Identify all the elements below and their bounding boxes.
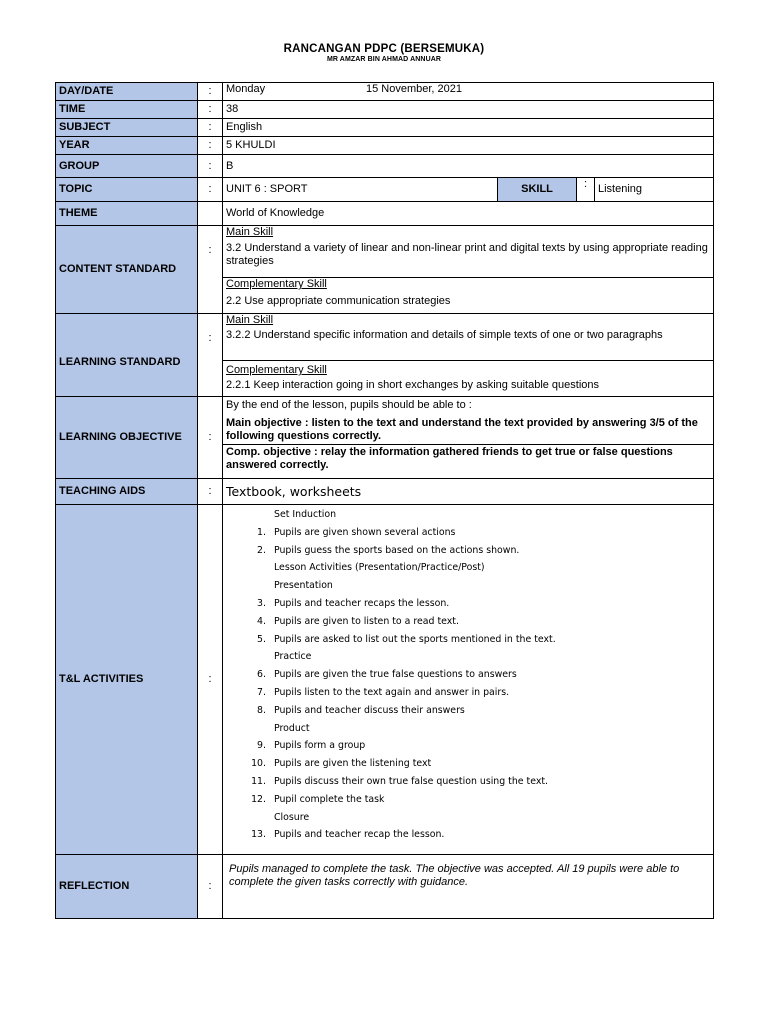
- list-item: 10. Pupils are given the listening text: [251, 758, 432, 770]
- ls-comp-text: 2.2.1 Keep interaction going in short exchanges by asking suitable questions: [226, 379, 600, 391]
- list-item: 6. Pupils are given the true false questions to answers: [257, 669, 517, 681]
- value-group: B: [223, 155, 714, 178]
- colon: :: [198, 314, 223, 397]
- row-content-standard: [56, 226, 714, 314]
- label-activities: T&L ACTIVITIES: [56, 505, 198, 855]
- list-item: 2. Pupils guess the sports based on the actions shown.: [257, 544, 520, 556]
- cs-comp-heading: Complementary Skill: [226, 278, 327, 290]
- list-heading: Set Induction: [274, 509, 337, 520]
- activities-list: [226, 506, 710, 844]
- value-subject: English: [223, 119, 714, 137]
- cs-main-text: 3.2 Understand a variety of linear and non-linear print and digital texts by using appropriate reading strategies: [226, 242, 708, 267]
- colon: :: [198, 137, 223, 155]
- row-reflection: [56, 855, 714, 919]
- row-year: [56, 137, 714, 155]
- list-item: 13. Pupils and teacher recap the lesson.: [251, 829, 445, 841]
- label-teaching-aids: TEACHING AIDS: [56, 479, 198, 505]
- value-activities: [223, 505, 714, 855]
- value-day-date: [223, 83, 714, 101]
- label-content-standard: CONTENT STANDARD: [56, 226, 198, 314]
- label-day-date: DAY/DATE: [56, 83, 198, 101]
- cs-comp-text: 2.2 Use appropriate communication strategies: [226, 295, 451, 307]
- label-learning-objective: LEARNING OBJECTIVE: [56, 397, 198, 479]
- label-group: GROUP: [56, 155, 198, 178]
- value-learning-objective: [223, 397, 714, 479]
- lo-intro: By the end of the lesson, pupils should be able to :: [226, 399, 472, 411]
- label-learning-standard: LEARNING STANDARD: [56, 314, 198, 397]
- list-heading: Product: [274, 722, 310, 734]
- list-item: 11. Pupils discuss their own true false question using the text.: [251, 775, 549, 787]
- list-item: 12. Pupil complete the task: [251, 793, 385, 805]
- value-content-standard: [223, 226, 714, 314]
- row-group: [56, 155, 714, 178]
- colon: :: [198, 155, 223, 178]
- list-item: 8. Pupils and teacher discuss their answers: [257, 704, 465, 716]
- colon: :: [198, 83, 223, 101]
- ls-main-heading: Main Skill: [226, 314, 274, 326]
- colon: :: [198, 397, 223, 479]
- colon-empty: [198, 202, 223, 226]
- list-heading: Practice: [274, 651, 312, 663]
- value-theme: World of Knowledge: [223, 202, 714, 226]
- list-heading: Presentation: [274, 580, 333, 592]
- list-item: 7. Pupils listen to the text again and answer in pairs.: [257, 686, 510, 698]
- colon: :: [577, 178, 595, 202]
- lesson-plan-table: [55, 82, 714, 919]
- list-heading: Lesson Activities (Presentation/Practice/Post): [274, 562, 485, 574]
- value-reflection: Pupils managed to complete the task. The objective was accepted. All 19 pupils were able to complete the given tasks correctly with guidance.: [223, 855, 714, 919]
- colon: :: [198, 226, 223, 314]
- label-reflection: REFLECTION: [56, 855, 198, 919]
- label-topic: TOPIC: [56, 178, 198, 202]
- ls-comp-heading: Complementary Skill: [226, 364, 327, 376]
- list-item: 1. Pupils are given shown several actions: [257, 526, 456, 538]
- cs-main-heading: Main Skill: [226, 226, 274, 238]
- value-teaching-aids: Textbook, worksheets: [223, 479, 714, 505]
- row-learning-standard: [56, 314, 714, 397]
- row-activities: [56, 505, 714, 855]
- day-value: Monday: [226, 83, 266, 95]
- colon: :: [198, 101, 223, 119]
- row-learning-objective: [56, 397, 714, 479]
- label-time: TIME: [56, 101, 198, 119]
- value-topic: UNIT 6 : SPORT: [223, 178, 498, 202]
- lo-comp: Comp. objective : relay the information gathered friends to get true or false questions answered correctly.: [223, 444, 713, 473]
- value-year: 5 KHULDI: [223, 137, 714, 155]
- row-day-date: [56, 83, 714, 101]
- value-skill: Listening: [595, 178, 714, 202]
- teacher-name: MR AMZAR BIN AHMAD ANNUAR: [326, 56, 442, 63]
- row-theme: [56, 202, 714, 226]
- value-learning-standard: [223, 314, 714, 397]
- list-item: 3. Pupils and teacher recaps the lesson.: [257, 597, 450, 609]
- label-subject: SUBJECT: [56, 119, 198, 137]
- colon: :: [198, 505, 223, 855]
- label-skill: SKILL: [498, 178, 577, 202]
- colon: :: [198, 479, 223, 505]
- colon: :: [198, 178, 223, 202]
- row-time: [56, 101, 714, 119]
- date-value: 15 November, 2021: [366, 83, 463, 95]
- list-item: 4. Pupils are given to listen to a read text.: [257, 615, 459, 627]
- document-title: RANCANGAN PDPC (BERSEMUKA): [283, 43, 485, 55]
- lo-main: Main objective : listen to the text and understand the text provided by answering 3/5 of the following questions correctly.: [226, 417, 698, 442]
- list-item: 9. Pupils form a group: [257, 740, 366, 752]
- colon: :: [198, 119, 223, 137]
- row-topic: [56, 178, 714, 202]
- ls-main-text: 3.2.2 Understand specific information and details of simple texts of one or two paragraphs: [226, 329, 663, 341]
- row-teaching-aids: [56, 479, 714, 505]
- list-item: 5. Pupils are asked to list out the sports mentioned in the text.: [257, 633, 556, 645]
- colon: :: [198, 855, 223, 919]
- label-theme: THEME: [56, 202, 198, 226]
- row-subject: [56, 119, 714, 137]
- label-year: YEAR: [56, 137, 198, 155]
- value-time: 38: [223, 101, 714, 119]
- list-heading: Closure: [274, 811, 310, 823]
